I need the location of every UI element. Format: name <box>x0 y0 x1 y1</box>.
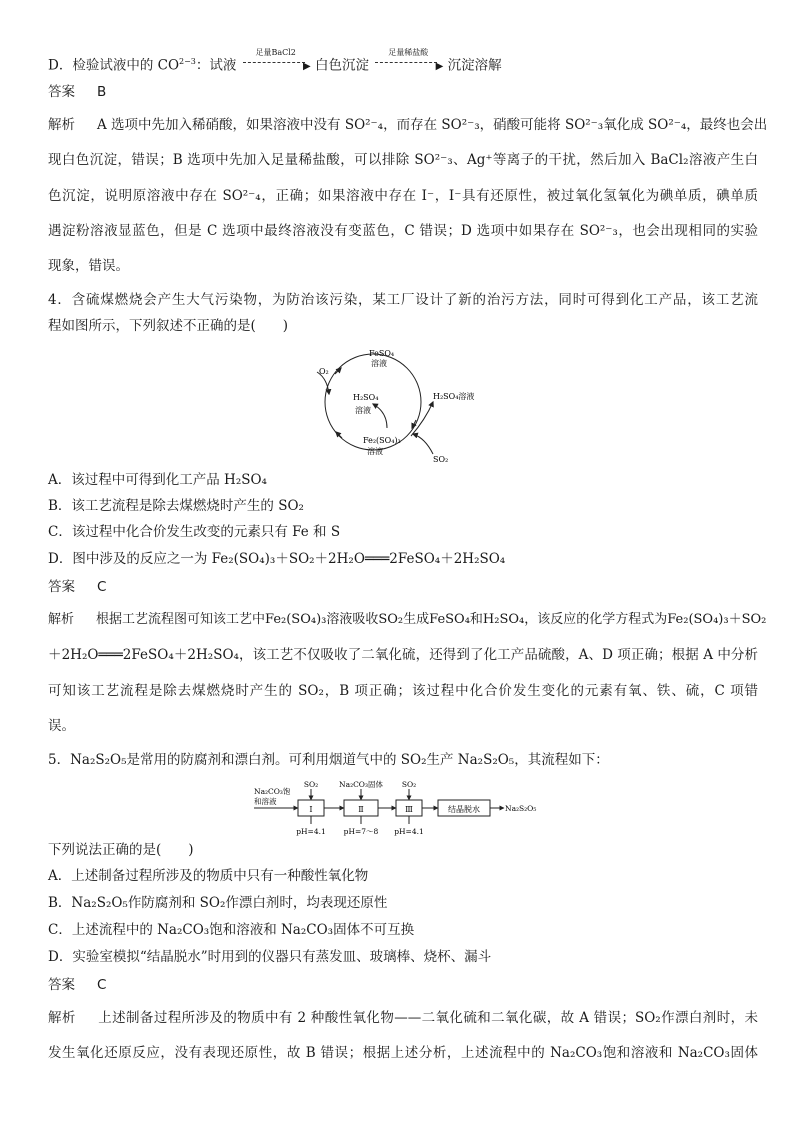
q5-question: 下列说法正确的是( ) <box>48 842 194 858</box>
svg-text:Ⅰ: Ⅰ <box>309 805 313 814</box>
q3-explain-line-3: 色沉淀，说明原溶液中存在 SO²⁻₄，正确；如果溶液中存在 I⁻，I⁻具有还原性，被过氧化氢氧化为碘单质，碘单质 <box>48 188 758 204</box>
q5-stem: 5．Na₂S₂O₅是常用的防腐剂和漂白剂。可利用烟道气中的 SO₂生产 Na₂S₂O₅，其流程如下： <box>48 752 609 768</box>
q3-arrow-1-label: 足量BaCl2 <box>255 48 296 57</box>
svg-text:Ⅱ: Ⅱ <box>358 805 364 814</box>
q4-cycle-diagram <box>305 342 505 467</box>
fe2so43-label-2: 溶液 <box>367 447 383 456</box>
q4-option-c: C．该过程中化合价发生改变的元素只有 Fe 和 S <box>48 524 341 540</box>
q5-answer-value: C <box>97 977 107 993</box>
q4-answer-value: C <box>97 579 107 595</box>
so2-label: SO₂ <box>433 455 449 464</box>
q5-option-c: C．上述流程中的 Na₂CO₃饱和溶液和 Na₂CO₃固体不可互换 <box>48 922 415 938</box>
arrow-right-icon: ▶ <box>435 61 444 72</box>
flow-step-2-bottom: pH=7～8 <box>343 827 379 836</box>
h2so4-inner-label-2: 溶液 <box>355 406 371 415</box>
q5-answer-label: 答案 <box>48 977 75 993</box>
flow-input-label-2: 和溶液 <box>254 797 277 806</box>
q3-option-d-sup: 2−3 <box>179 57 196 66</box>
o2-label: O₂ <box>319 367 329 376</box>
q5-answer <box>48 975 758 995</box>
q5-option-a: A．上述制备过程所涉及的物质中只有一种酸性氧化物 <box>48 868 369 884</box>
arrow-right-icon: ▶ <box>303 61 311 72</box>
q5-flow-diagram <box>252 778 552 840</box>
q3-answer-label: 答案 <box>48 84 75 100</box>
flow-step-3-top: SO₂ <box>401 780 417 789</box>
inner-arrow <box>373 404 387 428</box>
q4-answer-label: 答案 <box>48 579 75 595</box>
q5-option-d: D．实验室模拟“结晶脱水”时用到的仪器只有蒸发皿、玻璃棒、烧杯、漏斗 <box>48 949 492 965</box>
flow-input-label-1: Na₂CO₃饱 <box>254 787 291 796</box>
q3-option-d <box>48 48 758 76</box>
fe2so43-label-1: Fe₂(SO₄)₃ <box>363 436 401 445</box>
q5-explain-label: 解析 <box>48 1010 76 1026</box>
q4-option-a: A．该过程中可得到化工产品 H₂SO₄ <box>48 472 267 488</box>
flow-step-1-top: SO₂ <box>303 780 319 789</box>
q3-arrow-2 <box>373 48 444 72</box>
so2-arrow <box>413 434 433 454</box>
q5-option-b: B．Na₂S₂O₅作防腐剂和 SO₂作漂白剂时，均表现还原性 <box>48 895 388 911</box>
svg-text:Ⅲ: Ⅲ <box>405 805 413 814</box>
q5-explain-line-1: 解析 上述制备过程所涉及的物质中有 2 种酸性氧化物——二氧化硫和二氧化碳，故 A 错误；SO₂作漂白剂时，未 <box>48 1010 759 1026</box>
q4-explain-line-1: 解析 根据工艺流程图可知该工艺中Fe₂(SO₄)₃溶液吸收SO₂生成FeSO₄和H₂SO₄，该反应的化学方程式为Fe₂(SO₄)₃＋SO₂ <box>48 612 767 627</box>
q4-explain-label: 解析 <box>48 612 75 627</box>
q3-option-d-end: 沉淀溶解 <box>447 57 502 74</box>
q4-explain-line-4: 误。 <box>48 718 75 734</box>
q5-explain-line-2: 发生氧化还原反应，没有表现还原性，故 B 错误；根据上述分析，上述流程中的 Na₂CO₃饱和溶液和 Na₂CO₃固体 <box>48 1045 758 1061</box>
feso4-label-1: FeSO₄ <box>369 349 395 358</box>
q3-explain-line-4: 遇淀粉溶液显蓝色，但是 C 选项中最终溶液没有变蓝色，C 错误；D 选项中如果存在 SO²⁻₃，也会出现相同的实验 <box>48 223 758 239</box>
flow-output: Na₂S₂O₅ <box>505 804 537 813</box>
q4-option-b: B．该工艺流程是除去煤燃烧时产生的 SO₂ <box>48 498 304 514</box>
q3-option-d-mid2: 白色沉淀 <box>315 57 369 74</box>
feso4-label-2: 溶液 <box>371 359 387 368</box>
q3-explain-line-1: 解析 A 选项中先加入稀硝酸，如果溶液中没有 SO²⁻₄，而存在 SO²⁻₃，硝酸可能将 SO²⁻₃氧化成 SO²⁻₄，最终也会出 <box>48 117 768 133</box>
q3-answer-value: B <box>97 84 107 100</box>
q3-arrow-1 <box>241 48 311 72</box>
h2so4-out-arrow <box>411 402 433 436</box>
h2so4-out-label: H₂SO₄溶液 <box>433 392 475 401</box>
q4-explain-line-3: 可知该工艺流程是除去煤燃烧时产生的 SO₂，B 项正确；该过程中化合价发生变化的元素有氧、铁、硫，C 项错 <box>48 683 758 699</box>
q4-stem-line-1: 4．含硫煤燃烧会产生大气污染物，为防治该污染，某工厂设计了新的治污方法，同时可得到化工产品，该工艺流 <box>48 292 758 308</box>
q4-stem-line-2: 程如图所示，下列叙述不正确的是( ) <box>48 318 289 334</box>
q4-answer <box>48 577 758 597</box>
flow-step-1-bottom: pH=4.1 <box>296 827 326 836</box>
q3-option-d-prefix: D．检验试液中的 CO <box>48 57 180 74</box>
q3-explain-line-2: 现白色沉淀，错误；B 选项中先加入足量稀盐酸，可以排除 SO²⁻₃、Ag⁺等离子的干扰，然后加入 BaCl₂溶液产生白 <box>48 152 758 168</box>
flow-step-2-top: Na₂CO₃固体 <box>339 780 383 789</box>
q3-explain-label: 解析 <box>48 117 75 133</box>
q3-option-d-mid: ：试液 <box>195 57 237 74</box>
q3-explain-line-5: 现象，错误。 <box>48 258 129 274</box>
q4-explain-line-2: ＋2H₂O═══2FeSO₄＋2H₂SO₄，该工艺不仅吸收了二氧化硫，还得到了化工产品硫酸，A、D 项正确；根据 A 中分析 <box>48 647 758 663</box>
q4-option-d: D．图中涉及的反应之一为 Fe₂(SO₄)₃＋SO₂＋2H₂O═══2FeSO₄＋2H₂SO₄ <box>48 551 506 567</box>
q3-answer <box>48 82 758 102</box>
svg-text:结晶脱水: 结晶脱水 <box>448 805 480 814</box>
cycle-arrow-bottom-left <box>336 432 342 438</box>
h2so4-inner-label-1: H₂SO₄ <box>353 393 379 402</box>
q3-arrow-2-label: 足量稀盐酸 <box>388 48 429 57</box>
flow-step-3-bottom: pH=4.1 <box>394 827 424 836</box>
